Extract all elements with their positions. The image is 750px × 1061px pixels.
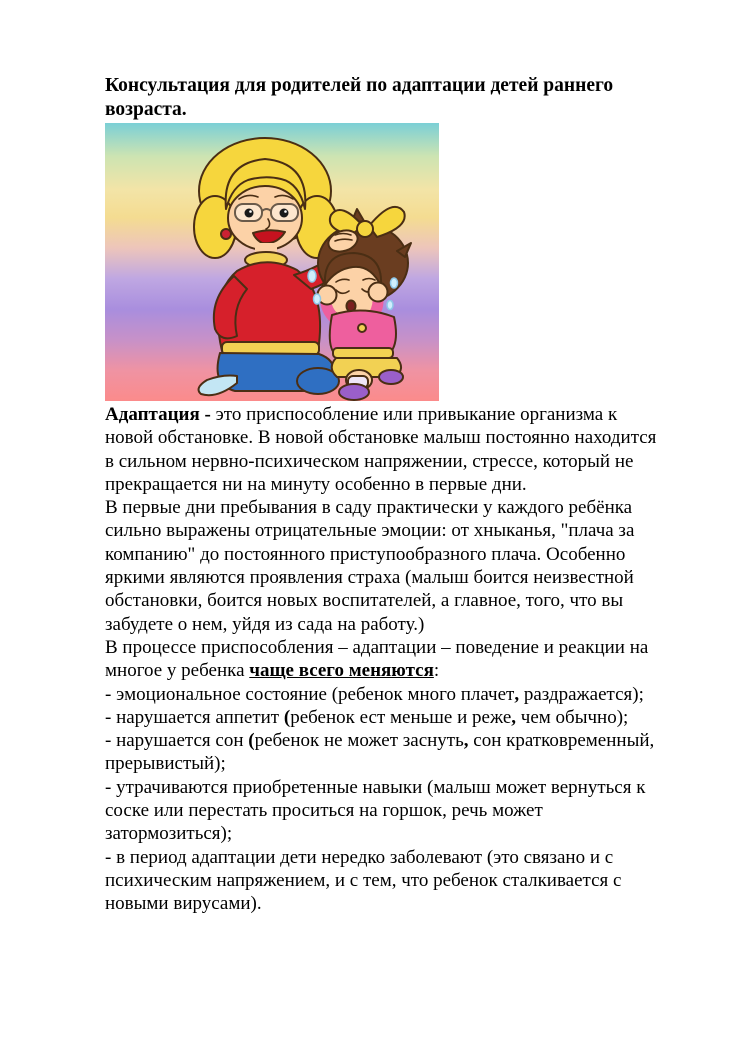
illustration-mother-and-child (105, 123, 439, 401)
page-title: Консультация для родителей по адаптации детей раннего возраста. (105, 75, 614, 120)
text-segment: , (514, 683, 520, 705)
paragraph (105, 496, 661, 636)
text-segment: - эмоциональное состояние (ребенок много плачет (105, 683, 515, 705)
text-segment: - утрачиваются приобретенные навыки (малыш может вернуться к соске или перестать проситься на горшок, речь может затормозиться); (105, 776, 646, 845)
text-segment: ( (283, 706, 291, 728)
paragraph (105, 683, 661, 706)
text-segment: В первые дни пребывания в саду практически у каждого ребёнка сильно выражены отрицательные эмоции: от хныканья, "плача за компанию" до постоянного приступообразного плача. Особенно яркими являются проявления страха (малыш боится неизвестной обстановки, боится новых воспитателей, а главное, того, что вы забудете о нем, уйдя из сада на работу.) (105, 497, 635, 635)
paragraph (105, 846, 661, 916)
document-content (105, 74, 661, 916)
text-segment: , (511, 706, 517, 728)
text-segment: , (463, 730, 469, 752)
text-segment: - в период адаптации дети нередко заболевают (это связано и с психическим напряжением, и с тем, что ребенок сталкивается с новыми вирусами). (105, 846, 622, 915)
text-segment: ( (248, 730, 255, 752)
text-segment: это приспособление или привыкание организма к новой обстановке. В новой обстановке малыш постоянно находится в сильном нервно-психическом напряжении, стрессе, который не прекращается ни на минуту особенно в первые дни. (105, 404, 657, 495)
paragraph (105, 729, 661, 776)
body-paragraphs (105, 403, 661, 916)
text-segment: - нарушается сон (105, 730, 249, 752)
text-segment: ребенок не может заснуть (254, 730, 464, 752)
paragraph (105, 403, 661, 496)
text-segment: - нарушается аппетит (105, 706, 284, 728)
text-segment: чаще всего меняются (249, 660, 434, 682)
text-segment: чем обычно); (516, 706, 629, 728)
text-segment: : (433, 660, 440, 682)
text-segment: Адаптация - (105, 404, 216, 425)
paragraph (105, 706, 661, 729)
text-segment: ребенок ест меньше и реже (290, 706, 512, 728)
text-segment: В процессе приспособления – адаптации – поведение и реакции на многое у ребенка (105, 636, 649, 682)
text-segment: раздражается); (519, 683, 644, 705)
text-segment: сон кратковременный, прерывистый); (105, 730, 655, 775)
paragraph (105, 636, 661, 683)
paragraph (105, 776, 661, 846)
